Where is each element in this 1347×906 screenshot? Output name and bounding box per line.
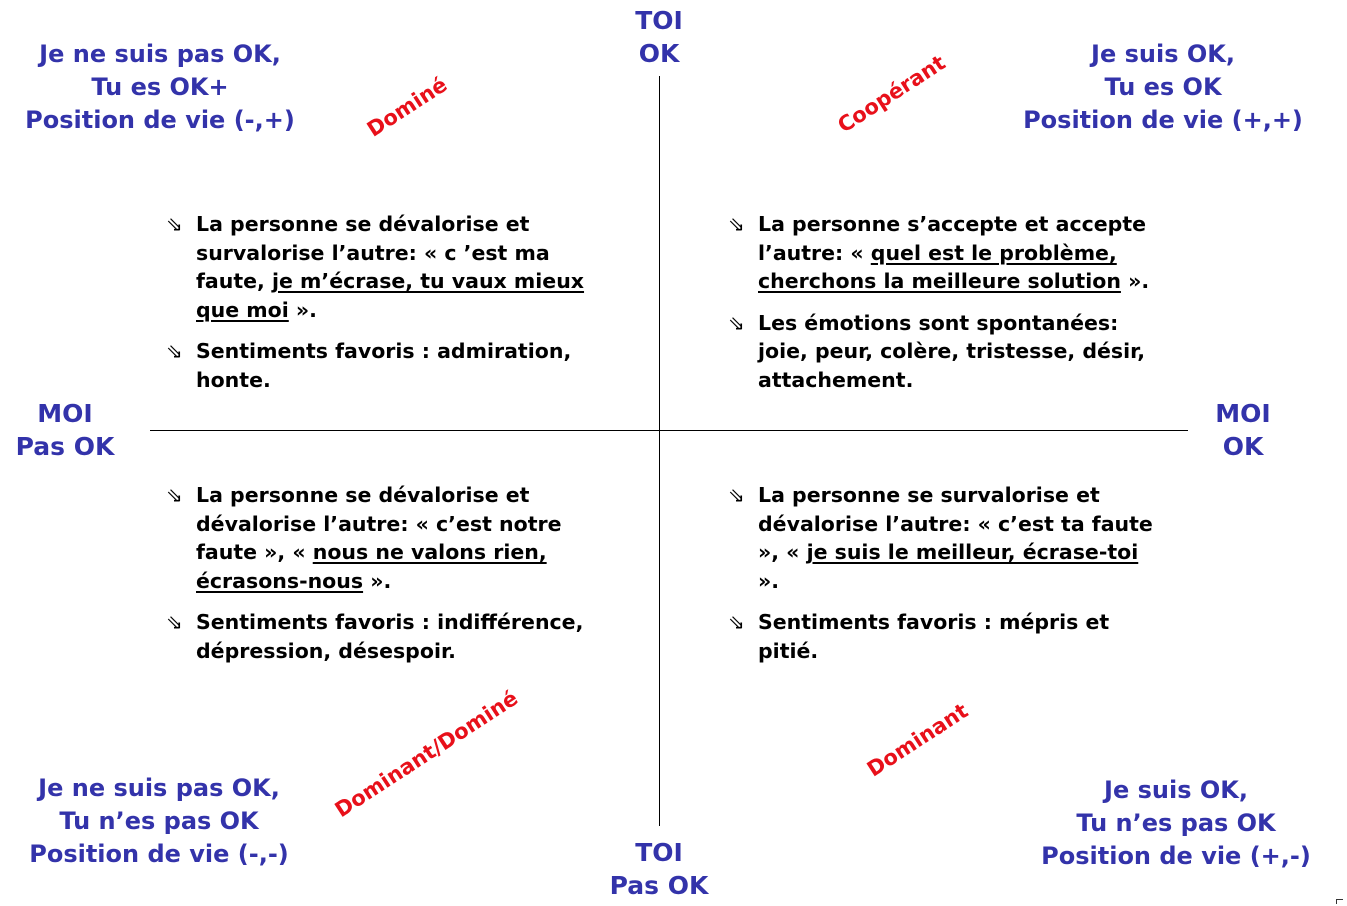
axis-label-top: TOI OK: [635, 6, 683, 68]
list-item: ⇘ La personne se dévalorise et survalorise l’autre: « c ’est ma faute, je m’écrase, tu vaux mieux que moi ».: [166, 212, 585, 322]
vertical-axis: [659, 76, 660, 826]
corner-top-right: Je suis OK, Tu es OK Position de vie (+,+): [1023, 40, 1303, 134]
list-item: ⇘ Sentiments favoris : mépris et pitié.: [728, 610, 1110, 663]
list-item: ⇘ Sentiments favoris : indifférence, dépression, désespoir.: [166, 610, 584, 663]
list-item: ⇘ Les émotions sont spontanées: joie, peur, colère, tristesse, désir, attachement.: [728, 310, 1146, 392]
arrow-right-down-icon: ⇘: [166, 212, 183, 236]
role-label-cooperant: Coopérant: [833, 50, 950, 138]
list-item: ⇘ La personne se dévalorise et dévalorise l’autre: « c’est notre faute », « nous ne valons rien, écrasons-nous ».: [166, 483, 562, 593]
quadrant-top-right: [728, 210, 1158, 407]
quadrant-top-left: [166, 210, 596, 407]
list-item: ⇘ Sentiments favoris : admiration, honte.: [166, 339, 572, 392]
arrow-right-down-icon: ⇘: [166, 610, 183, 634]
list-item: ⇘ La personne s’accepte et accepte l’autre: « quel est le problème, cherchons la meilleure solution ».: [728, 212, 1150, 293]
arrow-right-down-icon: ⇘: [728, 610, 745, 634]
axis-label-bottom: TOI Pas OK: [609, 838, 709, 900]
corner-top-left: Je ne suis pas OK, Tu es OK+ Position de vie (-,+): [25, 40, 295, 134]
arrow-right-down-icon: ⇘: [166, 483, 183, 507]
axis-label-right: MOI OK: [1215, 399, 1271, 461]
arrow-right-down-icon: ⇘: [728, 212, 745, 236]
axis-label-left: MOI Pas OK: [15, 399, 115, 461]
horizontal-axis: [150, 430, 1188, 431]
corner-bottom-left: Je ne suis pas OK, Tu n’es pas OK Position de vie (-,-): [29, 774, 289, 868]
arrow-right-down-icon: ⇘: [728, 310, 745, 335]
list-item: ⇘ La personne se survalorise et dévalorise l’autre: « c’est ta faute », « je suis le meilleur, écrase-toi ».: [728, 483, 1153, 593]
role-label-dominant-domine: Dominant/Dominé: [330, 685, 523, 823]
role-label-domine: Dominé: [362, 72, 452, 142]
role-label-dominant: Dominant: [862, 698, 973, 782]
corner-mark: [1336, 899, 1343, 904]
arrow-right-down-icon: ⇘: [728, 483, 745, 507]
arrow-right-down-icon: ⇘: [166, 339, 183, 363]
quadrant-bottom-left: [166, 481, 596, 678]
quadrant-bottom-right: [728, 481, 1158, 678]
corner-bottom-right: Je suis OK, Tu n’es pas OK Position de vie (+,-): [1041, 776, 1311, 870]
